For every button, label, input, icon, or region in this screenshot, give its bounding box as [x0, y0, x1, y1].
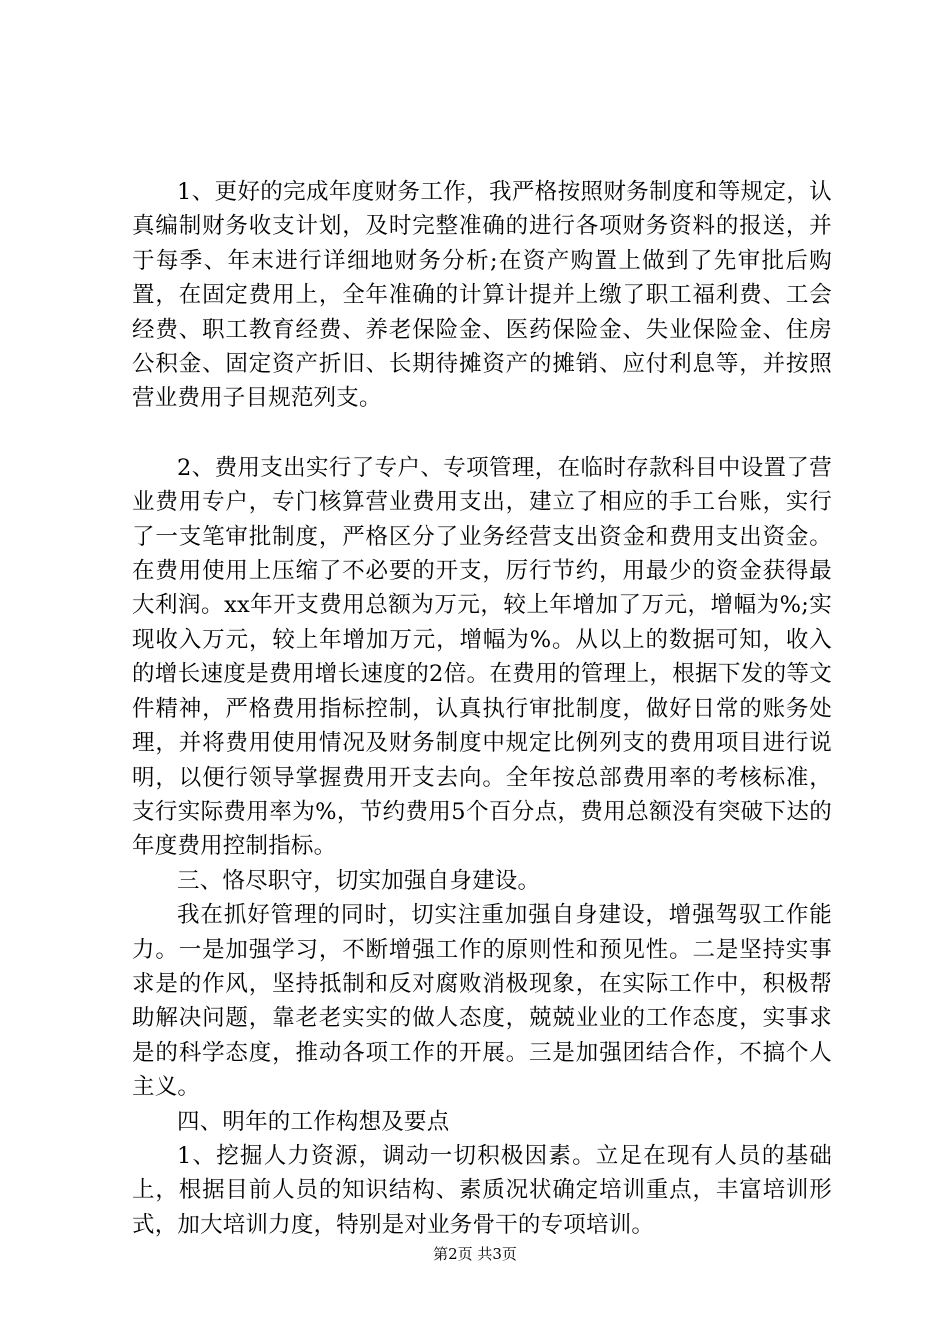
section-heading-3: 三、恪尽职守，切实加强自身建设。	[177, 867, 541, 894]
paragraph-expense-item-2: 2、费用支出实行了专户、专项管理，在临时存款科目中设置了营业费用专户，专门核算营业费用支出，建立了相应的手工台账，实行了一支笔审批制度，严格区分了业务经营支出资金和费用支出资金。在费用使用上压缩了不必要的开支，厉行节约，用最少的资金获得最大利润。xx年开支费用总额为万元，较上年增加了万元，增幅为%;实现收入万元，较上年增加万元，增幅为%。从以上的数据可知，收入的增长速度是费用增长速度的2倍。在费用的管理上，根据下发的等文件精神，严格费用指标控制，认真执行审批制度，做好日常的账务处理，并将费用使用情况及财务制度中规定比例列支的费用项目进行说明，以便行领导掌握费用开支去向。全年按总部费用率的考核标准，支行实际费用率为%，节约费用5个百分点，费用总额没有突破下达的年度费用控制指标。	[132, 454, 832, 860]
document-body	[132, 175, 832, 1242]
paragraph-self-building: 我在抓好管理的同时，切实注重加强自身建设，增强驾驭工作能力。一是加强学习，不断增强工作的原则性和预见性。二是坚持实事求是的作风，坚持抵制和反对腐败消极现象，在实际工作中，积极帮助解决问题，靠老老实实的做人态度，兢兢业业的工作态度，实事求是的科学态度，推动各项工作的开展。三是加强团结合作，不搞个人主义。	[132, 902, 832, 1101]
section-heading-4: 四、明年的工作构想及要点	[177, 1108, 450, 1135]
paragraph-plan-item-1: 1、挖掘人力资源，调动一切积极因素。立足在现有人员的基础上，根据目前人员的知识结构、素质况状确定培训重点，丰富培训形式，加大培训力度，特别是对业务骨干的专项培训。	[132, 1142, 832, 1238]
paragraph-expense-item-1: 1、更好的完成年度财务工作，我严格按照财务制度和等规定，认真编制财务收支计划，及时完整准确的进行各项财务资料的报送，并于每季、年末进行详细地财务分析;在资产购置上做到了先审批后购置，在固定费用上，全年准确的计算计提并上缴了职工福利费、工会经费、职工教育经费、养老保险金、医药保险金、失业保险金、住房公积金、固定资产折旧、长期待摊资产的摊销、应付利息等，并按照营业费用子目规范列支。	[132, 179, 832, 412]
page-footer: 第2页 共3页	[433, 1245, 517, 1263]
